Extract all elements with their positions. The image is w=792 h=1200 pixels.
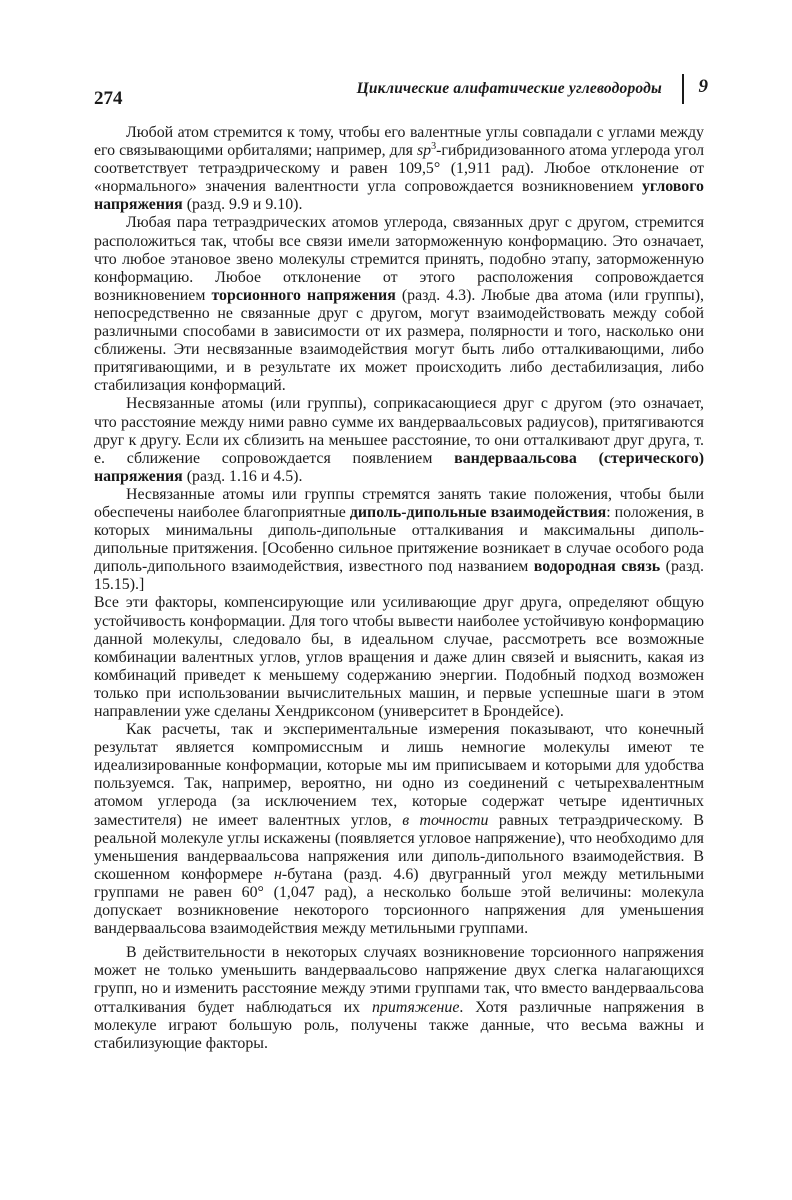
- paragraph-angle-strain: Любой атом стремится к тому, чтобы его валентные углы совпадали с углами между его связывающими орбиталями; например, для $sp^3$-гибридизованного атома углерода угол соответствует тетраэдрическому и равен 109,5° (1,911 рад). Любое отклонение от «нормального» значения валентности угла сопровождается возникновением углового напряжения (разд. 9.9 и 9.10).: [94, 124, 704, 214]
- running-title: Циклические алифатические углеводороды: [356, 80, 662, 97]
- page-number: 274: [94, 88, 123, 109]
- term-torsional-strain: торсионного напряжения: [211, 286, 396, 304]
- page-header: [94, 72, 714, 112]
- paragraph-attraction: В действительности в некоторых случаях возникновение торсионного напряжения может не только уменьшить вандерваальсово напряжение двух слегка налагающихся групп, но и изменить расстояние между этими группами так, что вместо вандерваальсова отталкивания будет наблюдаться их притяжение. Хотя различные напряжения в молекуле играют большую роль, получены также данные, что весьма важны и стабилизующие факторы.: [94, 944, 704, 1052]
- paragraph-torsional-strain: Любая пара тетраэдрических атомов углерода, связанных друг с другом, стремится расположиться так, чтобы все связи имели заторможенную конформацию. Это означает, что любое этановое звено молекулы стремится принять, подобно этапу, заторможенную конформацию. Любое отклонение от этого расположения сопровождается возникновением торсионного напряжения (разд. 4.3). Любые два атома (или группы), непосредственно не связанные друг с другом, могут взаимодействовать между собой различными способами в зависимости от их размера, полярности и того, насколько они сближены. Эти несвязанные взаимодействия могут быть либо отталкивающими, либо притягивающими, и в результате их может происходить либо дестабилизация, либо стабилизация конформаций.: [94, 214, 704, 395]
- paragraph-dipole-interactions: Несвязанные атомы или группы стремятся занять такие положения, чтобы были обеспечены наиболее благоприятные диполь-дипольные взаимодействия: положения, в которых минимальны диполь-дипольные отталкивания и максимальны диполь-дипольные притяжения. [Особенно сильное притяжение возникает в случае особого рода диполь-дипольного взаимодействия, известного под названием водородная связь (разд. 15.15).]: [94, 485, 704, 594]
- term-dipole-interaction: диполь-дипольные взаимодействия: [349, 503, 607, 521]
- paragraph-overall-stability: Все эти факторы, компенсирующие или усиливающие друг друга, определяют общую устойчивость конформации. Для того чтобы вывести наиболее устойчивую конформацию данной молекулы, следовало бы, в идеальном случае, рассмотреть все возможные комбинации валентных углов, углов вращения и даже длин связей и выяснить, какая из комбинаций приведет к меньшему содержанию энергии. Подобный подход возможен только при использовании вычислительных машин, и первые успешные шаги в этом направлении уже сделаны Хендриксоном (университет в Брондейсе).: [94, 594, 704, 720]
- term-vdw-strain: вандерваальсова (стерического) напряжения: [94, 449, 704, 485]
- emphasis-exactly: в точности: [402, 811, 489, 829]
- term-angle-strain: углового напряжения: [94, 178, 704, 214]
- header-divider: [682, 74, 684, 104]
- emphasis-attraction: притяжение: [371, 998, 460, 1016]
- body-text: [94, 124, 704, 1053]
- term-hydrogen-bond: водородная связь: [533, 558, 661, 576]
- paragraph-vdw-strain: Несвязанные атомы (или группы), соприкасающиеся друг с другом (это означает, что расстояние между ними равно сумме их вандерваальсовых радиусов), притягиваются друг к другу. Если их сблизить на меньшее расстояние, то они отталкивают друг друга, т. е. сближение сопровождается появлением вандерваальсова (стерического) напряжения (разд. 1.16 и 4.5).: [94, 395, 704, 485]
- paragraph-compromise: Как расчеты, так и экспериментальные измерения показывают, что конечный результат является компромиссным и лишь немногие молекулы имеют те идеализированные конформации, которые мы им приписываем и которыми для удобства пользуемся. Так, например, вероятно, ни одно из соединений с четырехвалентным атомом углерода (за исключением тех, которые содержат четыре идентичных заместителя) не имеет валентных углов, в точности равных тетраэдрическому. В реальной молекуле углы искажены (появляется угловое напряжение), что необходимо для уменьшения вандерваальсова напряжения или диполь-дипольного взаимодействия. В скошенном конформере н-бутана (разд. 4.6) двугранный угол между метильными группами не равен 60° (1,047 рад), а несколько больше этой величины: молекула допускает возникновение некоторого торсионного напряжения для уменьшения вандерваальсова взаимодействия между метильными группами.: [94, 721, 704, 938]
- chapter-number: 9: [698, 76, 708, 97]
